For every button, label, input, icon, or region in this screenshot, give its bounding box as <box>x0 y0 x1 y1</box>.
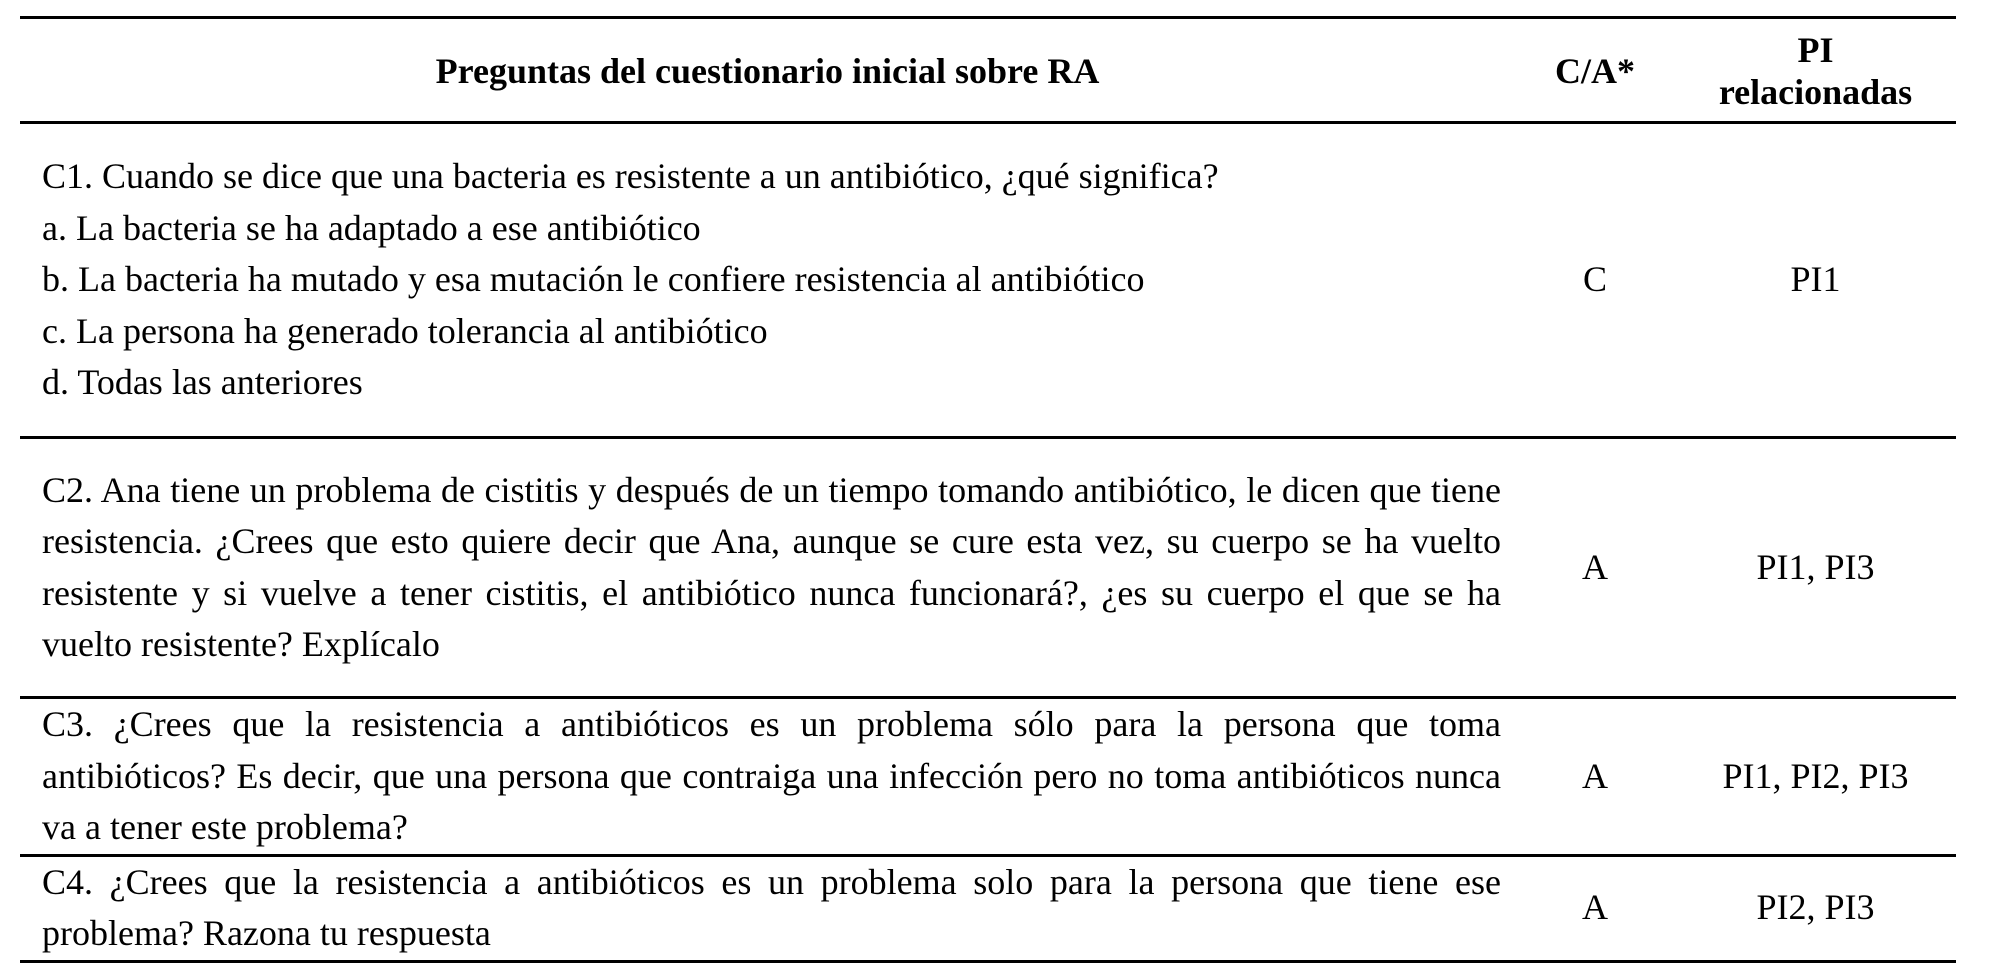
pi-cell: PI1 <box>1790 259 1841 300</box>
option-b: b. La bacteria ha mutado y esa mutación le confiere resistencia al antibiótico <box>42 259 1145 300</box>
table-row <box>20 123 1956 438</box>
pi-cell: PI1, PI2, PI3 <box>1722 755 1909 796</box>
table-row <box>20 698 1956 856</box>
header-pi <box>1675 18 1956 123</box>
table-body <box>20 123 1956 962</box>
header-ca: C/A* <box>1555 51 1635 91</box>
pi-cell: PI2, PI3 <box>1756 887 1875 928</box>
header-row <box>20 18 1956 123</box>
question-cell <box>20 438 1515 698</box>
ca-cell: A <box>1582 546 1608 587</box>
ca-cell: A <box>1582 755 1608 796</box>
option-c: c. La persona ha generado tolerancia al antibiótico <box>42 310 768 351</box>
ca-cell: A <box>1582 887 1608 928</box>
question-text: C2. Ana tiene un problema de cistitis y después de un tiempo tomando antibiótico, le dicen que tiene resistencia. ¿Crees que esto quiere decir que Ana, aunque se cure esta vez, su cuerpo se ha vuelto resistente y si vuelve a tener cistitis, el antibiótico nunca funcionará?, ¿es su cuerpo el que se ha vuelto resistente? Explícalo <box>42 469 1501 664</box>
table-header <box>20 18 1956 123</box>
pi-cell: PI1, PI3 <box>1756 546 1875 587</box>
questionnaire-table-container <box>20 16 1956 963</box>
questionnaire-table <box>20 16 1956 963</box>
table-row <box>20 855 1956 961</box>
header-questions: Preguntas del cuestionario inicial sobre RA <box>435 51 1100 91</box>
question-cell <box>20 123 1515 438</box>
question-text: C1. Cuando se dice que una bacteria es resistente a un antibiótico, ¿qué significa? <box>42 156 1219 197</box>
question-cell <box>20 855 1515 961</box>
question-text: C3. ¿Crees que la resistencia a antibióticos es un problema sólo para la persona que toma antibióticos? Es decir, que una persona que contraiga una infección pero no toma antibióticos nunca va a tener este problema? <box>42 704 1501 847</box>
header-pi-line2: relacionadas <box>1718 72 1913 112</box>
question-cell <box>20 698 1515 856</box>
ca-cell: C <box>1582 259 1607 300</box>
question-text: C4. ¿Crees que la resistencia a antibióticos es un problema solo para la persona que tiene ese problema? Razona tu respuesta <box>42 861 1501 953</box>
option-d: d. Todas las anteriores <box>42 362 363 403</box>
table-row <box>20 438 1956 698</box>
header-pi-line1: PI <box>1797 30 1834 70</box>
option-a: a. La bacteria se ha adaptado a ese antibiótico <box>42 207 701 248</box>
